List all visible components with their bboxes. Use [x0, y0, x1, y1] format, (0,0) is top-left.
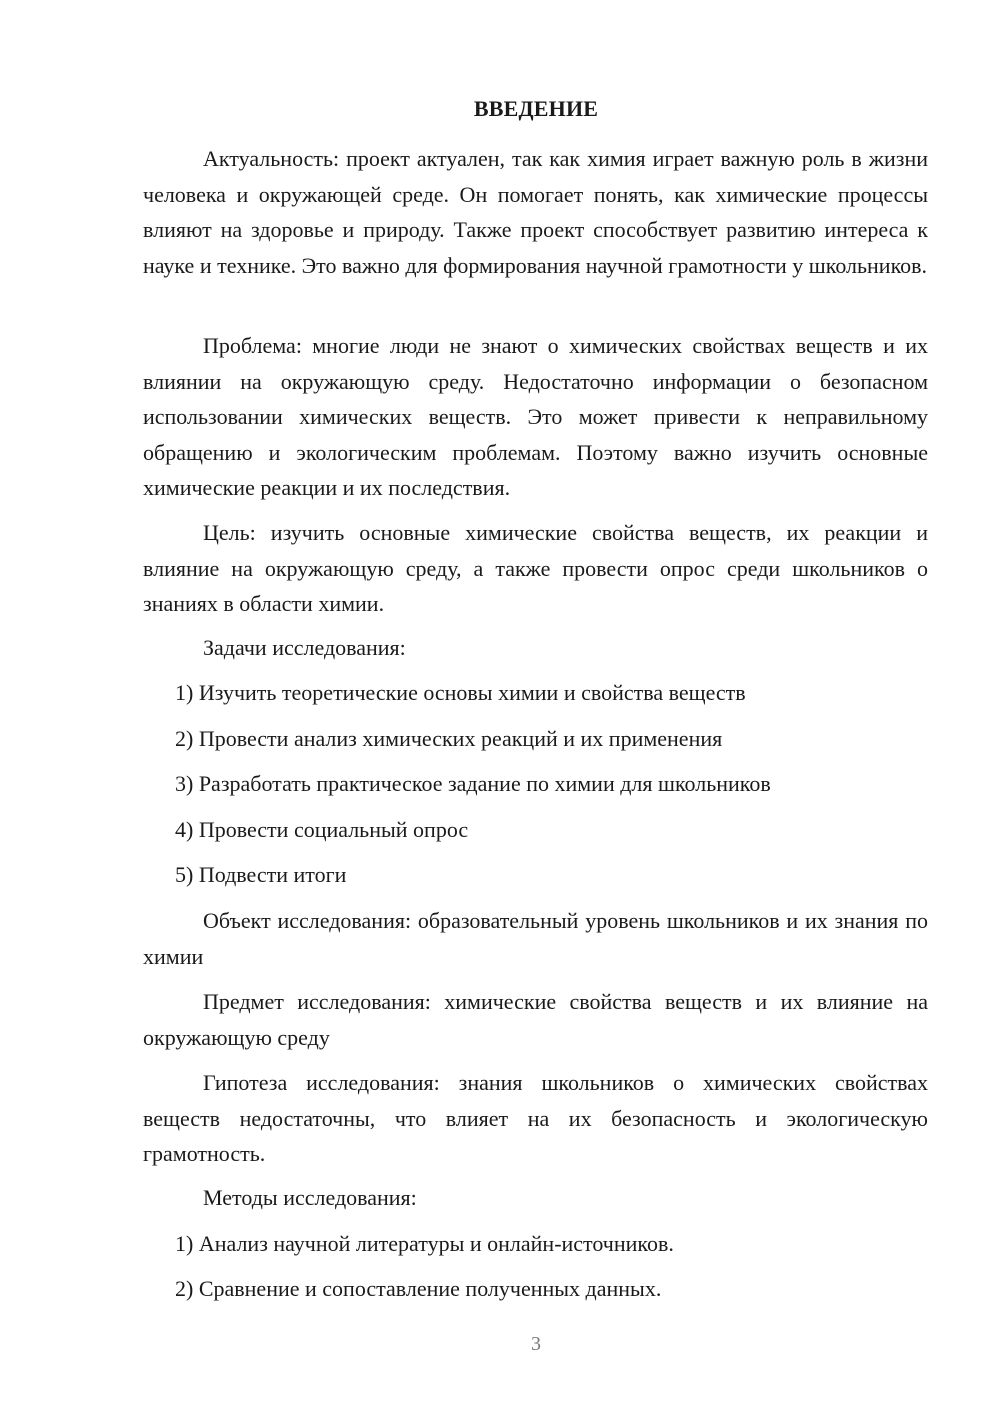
task-item: 5) Подвести итоги — [175, 862, 347, 887]
section-heading: ВВЕДЕНИЕ — [473, 96, 599, 121]
page-number: 3 — [531, 1333, 541, 1355]
task-item: 2) Провести анализ химических реакций и их применения — [175, 726, 723, 751]
method-item: 2) Сравнение и сопоставление полученных данных. — [175, 1276, 662, 1301]
methods-heading: Методы исследования: — [203, 1185, 417, 1210]
task-item: 3) Разработать практическое задание по химии для школьников — [175, 771, 771, 796]
goal-paragraph: Цель: изучить основные химические свойства веществ, их реакции и влияние на окружающую среду, а также провести опрос среди школьников о знаниях в области химии. — [143, 520, 928, 616]
task-item: 1) Изучить теоретические основы химии и свойства веществ — [175, 680, 746, 705]
method-item: 1) Анализ научной литературы и онлайн-источников. — [175, 1231, 674, 1256]
tasks-heading: Задачи исследования: — [203, 635, 406, 660]
object-paragraph: Объект исследования: образовательный уровень школьников и их знания по химии — [143, 908, 928, 969]
problem-paragraph: Проблема: многие люди не знают о химических свойствах веществ и их влиянии на окружающую среду. Недостаточно информации о безопасном использовании химических веществ. Это может привести к неправильному обращению и экологическим проблемам. Поэтому важно изучить основные химические реакции и их последствия. — [143, 333, 928, 500]
subject-paragraph: Предмет исследования: химические свойства веществ и их влияние на окружающую среду — [143, 989, 928, 1050]
task-item: 4) Провести социальный опрос — [175, 817, 469, 842]
relevance-paragraph: Актуальность: проект актуален, так как химия играет важную роль в жизни человека и окружающей среде. Он помогает понять, как химические процессы влияют на здоровье и природу. Также проект способствует развитию интереса к науке и технике. Это важно для формирования научной грамотности у школьников. — [143, 146, 928, 278]
hypothesis-paragraph: Гипотеза исследования: знания школьников о химических свойствах веществ недостаточны, что влияет на их безопасность и экологическую грамотность. — [143, 1070, 928, 1166]
